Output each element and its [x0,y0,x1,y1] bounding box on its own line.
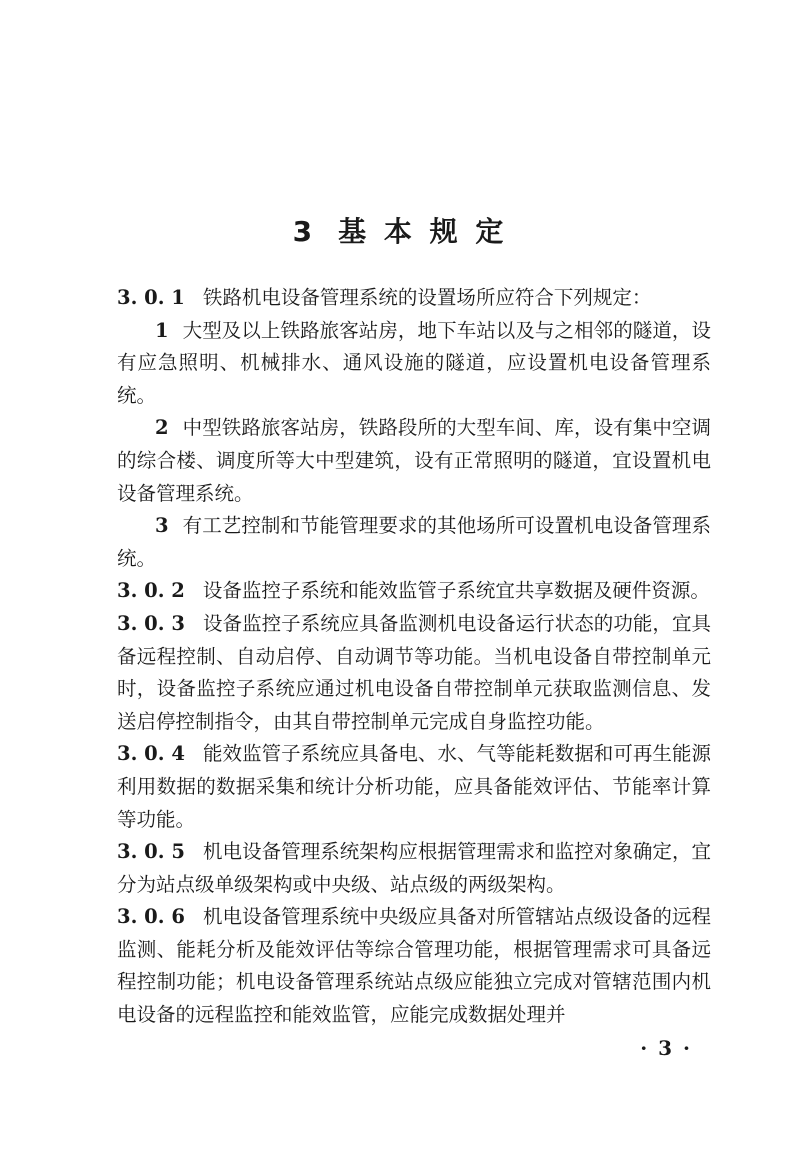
list-item [117,315,711,413]
clause-text: 机电设备管理系统架构应根据管理需求和监控对象确定，宜分为站点级单级架构或中央级、站点级的两级架构。 [117,840,711,896]
list-item [117,510,711,575]
clause-3-0-4 [117,738,711,836]
item-number: 2 [155,416,169,440]
item-text: 中型铁路旅客站房，铁路段所的大型车间、库，设有集中空调的综合楼、调度所等大中型建筑，设有正常照明的隧道，宜设置机电设备管理系统。 [117,416,711,505]
item-text: 有工艺控制和节能管理要求的其他场所可设置机电设备管理系统。 [117,514,711,570]
page-number: · 3 · [640,1036,692,1060]
clause-text: 机电设备管理系统中央级应具备对所管辖站点级设备的远程监测、能耗分析及能效评估等综合管理功能，根据管理需求可具备远程控制功能；机电设备管理系统站点级应能独立完成对管辖范围内机电设备的远程监控和能效监管，应能完成数据处理并 [117,905,711,1027]
clause-3-0-3 [117,608,711,738]
clause-number: 3. 0. 2 [117,579,185,603]
chapter-title [0,210,800,254]
clause-text: 能效监管子系统应具备电、水、气等能耗数据和可再生能源利用数据的数据采集和统计分析功能，应具备能效评估、节能率计算等功能。 [117,742,711,831]
clause-number: 3. 0. 5 [117,840,185,864]
clause-text: 设备监控子系统应具备监测机电设备运行状态的功能，宜具备远程控制、自动启停、自动调节等功能。当机电设备自带控制单元时，设备监控子系统应通过机电设备自带控制单元获取监测信息、发送启停控制指令，由其自带控制单元完成自身监控功能。 [117,611,711,733]
clause-3-0-2 [117,575,711,608]
clause-number: 3. 0. 1 [117,286,185,309]
item-number: 1 [155,318,169,342]
clause-number: 3. 0. 6 [117,905,185,929]
item-text: 大型及以上铁路旅客站房，地下车站以及与之相邻的隧道，设有应急照明、机械排水、通风设施的隧道，应设置机电设备管理系统。 [117,318,711,407]
chapter-title-text: 基 本 规 定 [338,215,508,248]
clause-3-0-6 [117,901,711,1031]
clause-number: 3. 0. 4 [117,742,185,766]
clause-3-0-1 [117,282,711,315]
body-text [117,282,711,1032]
clause-text: 铁路机电设备管理系统的设置场所应符合下列规定： [202,286,652,309]
chapter-number: 3 [292,215,317,248]
clause-3-0-5 [117,836,711,901]
clause-number: 3. 0. 3 [117,611,185,635]
item-number: 3 [155,514,169,538]
list-item [117,412,711,510]
clause-text: 设备监控子系统和能效监管子系统宜共享数据及硬件资源。 [202,579,710,603]
